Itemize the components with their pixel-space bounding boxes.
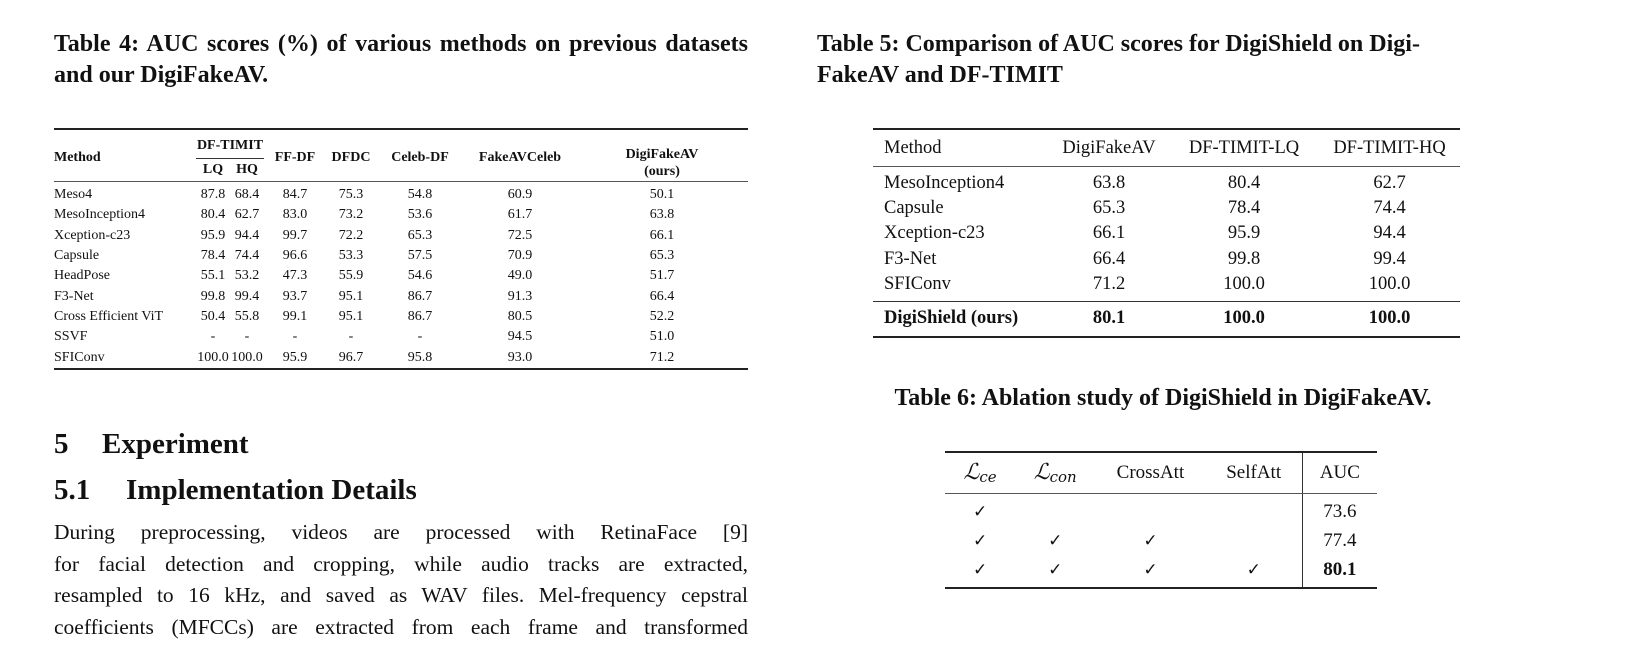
checkmark-icon: ✓ bbox=[972, 530, 988, 551]
checkmark-icon: ✓ bbox=[1246, 559, 1261, 580]
t4-cell-digifakeav: 51.0 bbox=[649, 329, 675, 345]
t4-row bbox=[54, 246, 748, 266]
t6-cell-selfatt bbox=[1206, 555, 1303, 588]
t4-cell-method: SFIConv bbox=[54, 347, 196, 368]
table5 bbox=[873, 128, 1460, 338]
t4-row bbox=[54, 286, 748, 306]
t5-row bbox=[873, 196, 1460, 221]
t5-ours-cell: 100.0 bbox=[1319, 301, 1460, 337]
t5-header-dftimit-lq: DF-TIMIT-LQ bbox=[1169, 129, 1319, 167]
t4-cell-method: Meso4 bbox=[54, 187, 93, 203]
t5-header-method: Method bbox=[873, 129, 1049, 167]
t6-cell-lcon bbox=[1015, 555, 1095, 588]
t4-cell-hq: 94.4 bbox=[234, 227, 260, 243]
body-line: During preprocessing, videos are processed with RetinaFace [9] bbox=[54, 520, 748, 544]
t4-cell-method: Xception-c23 bbox=[54, 227, 131, 243]
section-title: Experiment bbox=[102, 428, 249, 460]
t5-cell-value: 71.2 bbox=[1092, 273, 1126, 294]
checkmark-icon: ✓ bbox=[1143, 530, 1158, 551]
t4-cell-fakeavceleb: 70.9 bbox=[507, 248, 533, 264]
t5-cell-value: 65.3 bbox=[1092, 198, 1126, 219]
t4-header-digifakeav-label: DigiFakeAV bbox=[625, 147, 699, 162]
t6-cell-auc: 80.1 bbox=[1302, 555, 1377, 588]
t4-header-dfdc: DFDC bbox=[331, 149, 371, 165]
t6-cell-crossatt bbox=[1095, 526, 1205, 555]
t4-cell-fakeavceleb: 60.9 bbox=[507, 187, 533, 203]
t4-cell-ffdf: 93.7 bbox=[282, 288, 308, 304]
checkmark-icon: ✓ bbox=[1143, 559, 1158, 580]
t4-cell-dfdc: 96.7 bbox=[326, 347, 376, 368]
t4-row bbox=[54, 205, 748, 225]
t4-cell-method: Capsule bbox=[54, 248, 100, 264]
t4-header-ffdf: FF-DF bbox=[274, 149, 316, 165]
t6-header-lce: ℒ$_{ce}$ bbox=[945, 452, 1015, 494]
t5-cell-method: Xception-c23 bbox=[884, 223, 985, 244]
t6-header-auc: AUC bbox=[1302, 452, 1377, 494]
t6-cell-lce bbox=[945, 494, 1015, 527]
t4-header-digifakeav bbox=[576, 129, 748, 182]
table5-caption-line: Table 5: Comparison of AUC scores for DigiShield on Digi- bbox=[817, 31, 1420, 57]
t4-cell-digifakeav: 52.2 bbox=[649, 308, 675, 324]
t4-cell-ffdf: 47.3 bbox=[282, 268, 308, 284]
t4-cell-hq: 55.8 bbox=[234, 308, 260, 324]
checkmark-icon: ✓ bbox=[1048, 530, 1063, 551]
t4-row bbox=[54, 347, 748, 368]
t4-cell-digifakeav: 63.8 bbox=[649, 207, 675, 223]
t4-cell-lq: 55.1 bbox=[200, 268, 226, 284]
t4-cell-method: HeadPose bbox=[54, 268, 110, 284]
t5-cell-value: 66.1 bbox=[1092, 223, 1126, 244]
subsection-title: Implementation Details bbox=[126, 474, 417, 506]
table4 bbox=[54, 128, 748, 370]
t4-cell-method: F3-Net bbox=[54, 288, 94, 304]
t5-cell-value: 100.0 bbox=[1368, 273, 1411, 294]
t4-cell-digifakeav: 51.7 bbox=[649, 268, 675, 284]
t5-cell-value: 74.4 bbox=[1373, 198, 1406, 219]
t4-header-hq: HQ bbox=[236, 162, 258, 177]
t5-ours-method: DigiShield (ours) bbox=[873, 301, 1049, 337]
t4-cell-hq: 62.7 bbox=[234, 207, 260, 223]
checkmark-icon: ✓ bbox=[1048, 559, 1063, 580]
t5-cell-value: 80.4 bbox=[1227, 173, 1261, 194]
t4-cell-dfdc: 75.3 bbox=[338, 187, 364, 203]
t5-cell-value: 94.4 bbox=[1373, 223, 1406, 244]
t4-cell-dfdc: 95.1 bbox=[338, 308, 364, 324]
t5-cell-value: 95.9 bbox=[1227, 223, 1261, 244]
t4-cell-digifakeav: 50.1 bbox=[649, 187, 675, 203]
checkmark-icon: ✓ bbox=[972, 501, 988, 522]
t5-cell-value: 62.7 bbox=[1373, 173, 1406, 194]
t6-cell-crossatt bbox=[1095, 555, 1205, 588]
t4-cell-lq: 80.4 bbox=[200, 207, 226, 223]
t4-cell-dfdc: 95.1 bbox=[338, 288, 364, 304]
t4-row bbox=[54, 266, 748, 286]
t5-cell-method: SFIConv bbox=[884, 273, 951, 294]
t4-header-method: Method bbox=[54, 149, 101, 165]
t6-header-crossatt: CrossAtt bbox=[1095, 452, 1205, 494]
t5-ours-cell: 80.1 bbox=[1049, 301, 1169, 337]
t4-cell-dfdc: - bbox=[348, 329, 354, 345]
t5-header-digifakeav: DigiFakeAV bbox=[1049, 129, 1169, 167]
t6-cell-auc: 73.6 bbox=[1302, 494, 1377, 527]
t4-header-dftimit: DF-TIMIT bbox=[196, 129, 264, 159]
t5-cell-value: 99.8 bbox=[1227, 248, 1261, 269]
t4-cell-fakeavceleb: 91.3 bbox=[507, 288, 533, 304]
table5-caption-line: FakeAV and DF-TIMIT bbox=[817, 62, 1063, 88]
t4-cell-fakeavceleb: 93.0 bbox=[464, 347, 576, 368]
t4-cell-dfdc: 73.2 bbox=[338, 207, 364, 223]
body-line: coefficients (MFCCs) are extracted from each frame and transformed bbox=[54, 614, 748, 639]
t5-row bbox=[873, 247, 1460, 272]
t4-cell-celebdf: 86.7 bbox=[407, 288, 433, 304]
subsection-number: 5.1 bbox=[54, 474, 91, 506]
t6-row bbox=[945, 526, 1377, 555]
t5-ours-row bbox=[873, 301, 1460, 337]
t6-header-lcon: ℒ$_{con}$ bbox=[1015, 452, 1095, 494]
t4-row bbox=[54, 182, 748, 206]
t4-cell-ffdf: 95.9 bbox=[264, 347, 326, 368]
t4-cell-hq: 100.0 bbox=[230, 347, 264, 368]
t4-cell-celebdf: 54.6 bbox=[407, 268, 433, 284]
t5-ours-cell: 100.0 bbox=[1169, 301, 1319, 337]
t6-cell-lce bbox=[945, 555, 1015, 588]
t4-cell-hq: 53.2 bbox=[234, 268, 260, 284]
t4-cell-digifakeav: 65.3 bbox=[649, 248, 675, 264]
t4-cell-celebdf: 95.8 bbox=[376, 347, 464, 368]
t6-header-selfatt: SelfAtt bbox=[1206, 452, 1303, 494]
t4-header-fakeavceleb: FakeAVCeleb bbox=[478, 149, 562, 165]
t6-cell-auc: 77.4 bbox=[1302, 526, 1377, 555]
t4-cell-ffdf: - bbox=[292, 329, 298, 345]
t4-cell-ffdf: 99.7 bbox=[282, 227, 308, 243]
t5-cell-value: 78.4 bbox=[1227, 198, 1261, 219]
t4-cell-lq: 50.4 bbox=[200, 308, 226, 324]
table4-caption: Table 4: AUC scores (%) of various methods on previous datasets and our DigiFakeAV. bbox=[54, 31, 748, 88]
t4-cell-lq: 95.9 bbox=[200, 227, 226, 243]
t4-cell-ffdf: 84.7 bbox=[282, 187, 308, 203]
t6-cell-crossatt bbox=[1095, 494, 1205, 527]
t4-cell-hq: - bbox=[244, 329, 250, 345]
t4-cell-digifakeav: 71.2 bbox=[576, 347, 748, 368]
t6-row bbox=[945, 555, 1377, 588]
t4-cell-dfdc: 72.2 bbox=[338, 227, 364, 243]
t4-row bbox=[54, 226, 748, 246]
t4-cell-ffdf: 99.1 bbox=[282, 308, 308, 324]
table5-caption bbox=[817, 29, 1517, 91]
t4-cell-lq: 100.0 bbox=[196, 347, 230, 368]
t4-cell-celebdf: 86.7 bbox=[407, 308, 433, 324]
t5-cell-value: 99.4 bbox=[1373, 248, 1406, 269]
t4-cell-method: Cross Efficient ViT bbox=[54, 308, 164, 324]
t4-cell-lq: - bbox=[210, 329, 216, 345]
body-line: resampled to 16 kHz, and saved as WAV files. Mel-frequency cepstral bbox=[54, 583, 748, 607]
t4-cell-lq: 78.4 bbox=[200, 248, 226, 264]
t4-row bbox=[54, 327, 748, 347]
section-heading bbox=[54, 428, 249, 461]
t5-row bbox=[873, 221, 1460, 246]
t4-header-lq: LQ bbox=[202, 162, 224, 177]
t4-cell-celebdf: 65.3 bbox=[407, 227, 433, 243]
t4-cell-hq: 99.4 bbox=[234, 288, 260, 304]
t5-cell-method: Capsule bbox=[884, 198, 944, 219]
table6 bbox=[945, 451, 1377, 589]
t4-cell-ffdf: 83.0 bbox=[282, 207, 308, 223]
t6-cell-lce bbox=[945, 526, 1015, 555]
t4-cell-celebdf: - bbox=[417, 329, 423, 345]
t4-cell-ffdf: 96.6 bbox=[282, 248, 308, 264]
subsection-heading bbox=[54, 474, 417, 507]
t5-cell-value: 66.4 bbox=[1092, 248, 1126, 269]
t4-cell-lq: 87.8 bbox=[200, 187, 226, 203]
checkmark-icon: ✓ bbox=[972, 559, 988, 580]
t4-cell-digifakeav: 66.4 bbox=[649, 288, 675, 304]
t4-cell-fakeavceleb: 80.5 bbox=[507, 308, 533, 324]
table6-caption: Table 6: Ablation study of DigiShield in DigiFakeAV. bbox=[894, 385, 1432, 411]
t6-row bbox=[945, 494, 1377, 527]
body-line: for facial detection and cropping, while audio tracks are extracted, bbox=[54, 551, 748, 576]
t6-cell-lcon bbox=[1015, 494, 1095, 527]
t4-cell-fakeavceleb: 49.0 bbox=[507, 268, 533, 284]
t4-header-ours-label: (ours) bbox=[644, 164, 680, 179]
t6-cell-selfatt bbox=[1206, 494, 1303, 527]
t4-row bbox=[54, 307, 748, 327]
t4-cell-fakeavceleb: 72.5 bbox=[507, 227, 533, 243]
t4-cell-hq: 74.4 bbox=[234, 248, 260, 264]
t4-header-celebdf: Celeb-DF bbox=[391, 149, 449, 165]
t4-cell-dfdc: 55.9 bbox=[338, 268, 364, 284]
t4-cell-method: MesoInception4 bbox=[54, 207, 145, 223]
t5-row bbox=[873, 272, 1460, 302]
body-paragraph bbox=[54, 517, 748, 643]
t4-cell-digifakeav: 66.1 bbox=[649, 227, 675, 243]
t4-cell-celebdf: 53.6 bbox=[407, 207, 433, 223]
t5-cell-method: F3-Net bbox=[884, 248, 937, 269]
t4-cell-celebdf: 54.8 bbox=[407, 187, 433, 203]
t5-header-dftimit-hq: DF-TIMIT-HQ bbox=[1319, 129, 1460, 167]
t4-cell-fakeavceleb: 94.5 bbox=[507, 329, 533, 345]
t4-cell-method: SSVF bbox=[54, 329, 88, 345]
t4-cell-fakeavceleb: 61.7 bbox=[507, 207, 533, 223]
t6-cell-selfatt bbox=[1206, 526, 1303, 555]
t5-cell-value: 63.8 bbox=[1092, 173, 1126, 194]
t4-cell-hq: 68.4 bbox=[234, 187, 260, 203]
t5-cell-value: 100.0 bbox=[1223, 273, 1265, 294]
t5-cell-method: MesoInception4 bbox=[884, 173, 1005, 194]
section-number: 5 bbox=[54, 428, 69, 460]
t4-cell-dfdc: 53.3 bbox=[338, 248, 364, 264]
t6-cell-lcon bbox=[1015, 526, 1095, 555]
t4-cell-lq: 99.8 bbox=[200, 288, 226, 304]
t4-cell-celebdf: 57.5 bbox=[407, 248, 433, 264]
t5-row bbox=[873, 167, 1460, 197]
